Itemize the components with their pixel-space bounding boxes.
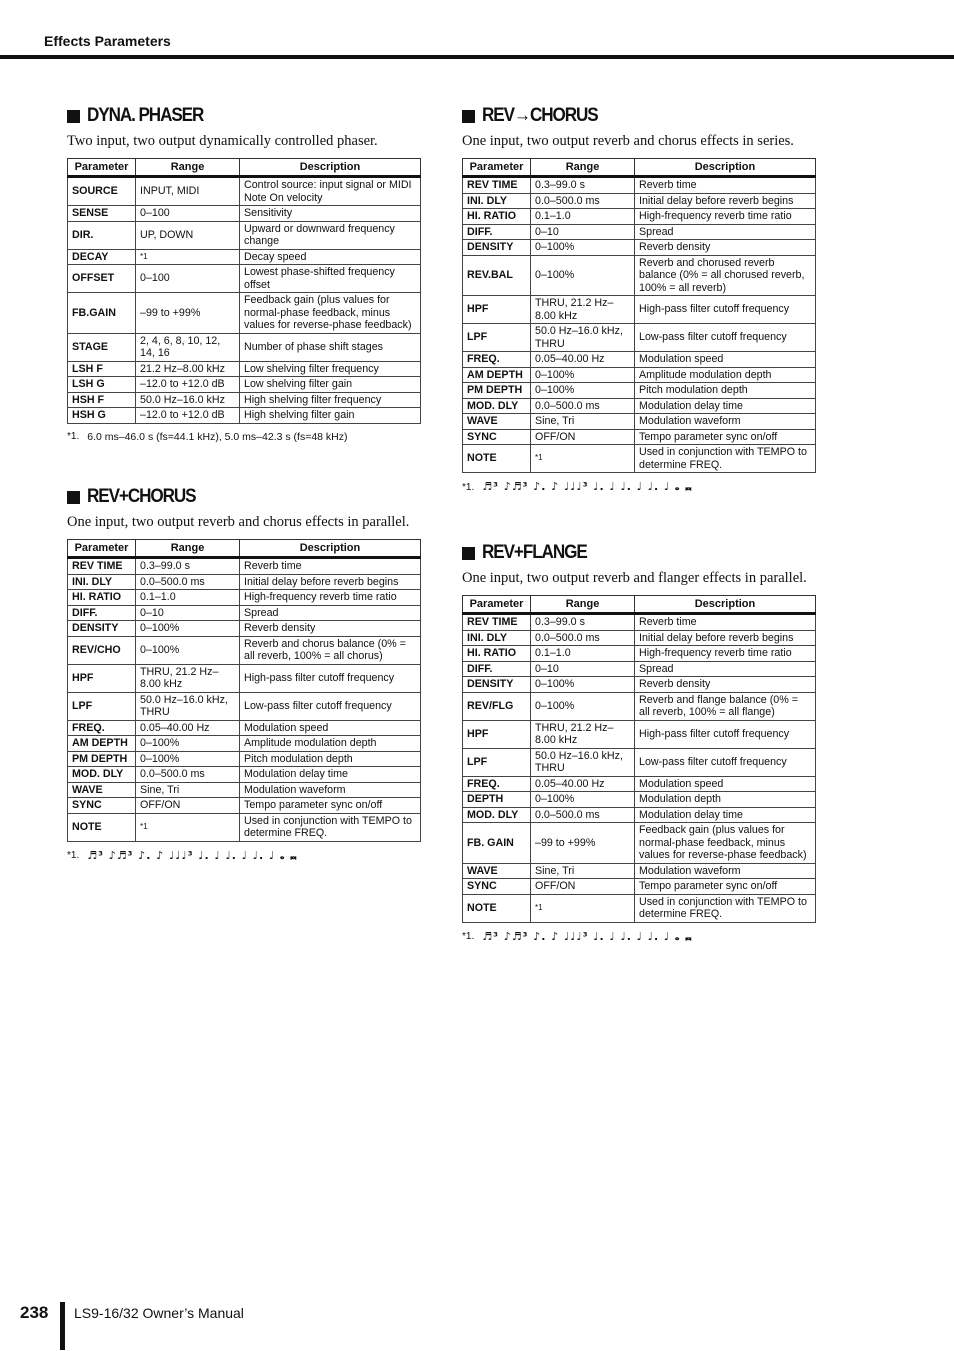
description-cell: Modulation waveform: [240, 782, 421, 798]
description-cell: Pitch modulation depth: [635, 383, 816, 399]
param-cell: LSH F: [68, 361, 136, 377]
description-cell: Spread: [635, 661, 816, 677]
param-cell: SYNC: [463, 879, 531, 895]
param-cell: HI. RATIO: [463, 646, 531, 662]
header-parameter: Parameter: [68, 540, 136, 558]
header-parameter: Parameter: [68, 159, 136, 177]
param-cell: HPF: [463, 296, 531, 324]
param-cell: SYNC: [463, 429, 531, 445]
table-row: [463, 776, 816, 792]
range-cell: *1: [136, 249, 240, 265]
param-cell: HPF: [463, 720, 531, 748]
range-cell: 0–100%: [531, 792, 635, 808]
footnote: *1. ♬³ ♪♬³ ♪. ♪ ♩♩♩³ ♩. ♩ ♩. ♩ ♩. ♩ 𝅝 𝅜: [462, 929, 693, 943]
table-row: [68, 221, 421, 249]
table-row: [463, 429, 816, 445]
range-cell: *1: [136, 813, 240, 841]
table-row: [463, 383, 816, 399]
table-row: [463, 255, 816, 296]
footnote: *1. 6.0 ms–46.0 s (fs=44.1 kHz), 5.0 ms–42.3 s (fs=48 kHz): [67, 430, 348, 443]
range-cell: 0–100%: [531, 677, 635, 693]
range-cell: 0.3–99.0 s: [531, 614, 635, 631]
table-row: [68, 664, 421, 692]
range-cell: 50.0 Hz–16.0 kHz: [136, 392, 240, 408]
param-cell: DEPTH: [463, 792, 531, 808]
description-cell: Tempo parameter sync on/off: [635, 879, 816, 895]
table-row: [68, 736, 421, 752]
header-parameter: Parameter: [463, 159, 531, 177]
table-row: [68, 177, 421, 206]
table-row: [463, 614, 816, 631]
table-row: [463, 661, 816, 677]
param-cell: WAVE: [463, 863, 531, 879]
range-cell: 0–100: [136, 206, 240, 222]
table-row: [463, 445, 816, 473]
table-row: [68, 377, 421, 393]
table-row: [68, 720, 421, 736]
section-title: REV+FLANGE: [462, 541, 816, 565]
range-cell: OFF/ON: [531, 429, 635, 445]
description-cell: Low shelving filter frequency: [240, 361, 421, 377]
range-cell: 0.1–1.0: [531, 646, 635, 662]
range-cell: Sine, Tri: [531, 414, 635, 430]
description-cell: Lowest phase-shifted frequency offset: [240, 265, 421, 293]
description-cell: Low-pass filter cutoff frequency: [240, 692, 421, 720]
table-row: [463, 863, 816, 879]
description-cell: Feedback gain (plus values for normal-phase feedback, minus values for reverse-phase feedback): [635, 823, 816, 864]
table-row: [463, 177, 816, 194]
table-row: [68, 361, 421, 377]
range-cell: Sine, Tri: [531, 863, 635, 879]
param-cell: SOURCE: [68, 177, 136, 206]
description-cell: High-pass filter cutoff frequency: [635, 720, 816, 748]
description-cell: Feedback gain (plus values for normal-phase feedback, minus values for reverse-phase feedback): [240, 293, 421, 334]
description-cell: Pitch modulation depth: [240, 751, 421, 767]
manual-title: LS9-16/32 Owner’s Manual: [74, 1305, 244, 1321]
header-rule: [0, 55, 954, 59]
range-cell: 0–100%: [531, 692, 635, 720]
param-cell: REV/CHO: [68, 636, 136, 664]
header-range: Range: [531, 159, 635, 177]
param-cell: INI. DLY: [463, 193, 531, 209]
range-cell: 0–100%: [531, 240, 635, 256]
section-title: REV→CHORUS: [462, 104, 816, 128]
param-cell: DENSITY: [463, 677, 531, 693]
section-title: REV+CHORUS: [67, 485, 421, 509]
table-row: [68, 782, 421, 798]
description-cell: Initial delay before reverb begins: [240, 574, 421, 590]
footnote: *1. ♬³ ♪♬³ ♪. ♪ ♩♩♩³ ♩. ♩ ♩. ♩ ♩. ♩ 𝅝 𝅜: [67, 848, 298, 862]
description-cell: Modulation speed: [240, 720, 421, 736]
description-cell: Modulation speed: [635, 352, 816, 368]
range-cell: 0–100%: [136, 621, 240, 637]
param-cell: HI. RATIO: [463, 209, 531, 225]
running-header: Effects Parameters: [44, 33, 171, 49]
header-parameter: Parameter: [463, 596, 531, 614]
param-cell: SENSE: [68, 206, 136, 222]
table-row: [463, 692, 816, 720]
footer-bar: [60, 1302, 65, 1350]
param-cell: SYNC: [68, 798, 136, 814]
range-cell: Sine, Tri: [136, 782, 240, 798]
table-row: [68, 798, 421, 814]
range-cell: 50.0 Hz–16.0 kHz, THRU: [136, 692, 240, 720]
param-cell: DIFF.: [463, 224, 531, 240]
param-cell: HI. RATIO: [68, 590, 136, 606]
param-cell: DIFF.: [68, 605, 136, 621]
range-cell: 0–100%: [531, 383, 635, 399]
param-cell: DENSITY: [68, 621, 136, 637]
square-bullet-icon: [462, 110, 475, 123]
description-cell: Modulation delay time: [240, 767, 421, 783]
param-cell: NOTE: [463, 894, 531, 922]
range-cell: 0.0–500.0 ms: [136, 574, 240, 590]
range-cell: 0.3–99.0 s: [531, 177, 635, 194]
param-cell: FREQ.: [463, 776, 531, 792]
description-cell: Reverb time: [635, 177, 816, 194]
table-row: [68, 265, 421, 293]
section-description: Two input, two output dynamically controlled phaser.: [67, 133, 378, 149]
param-cell: AM DEPTH: [463, 367, 531, 383]
param-cell: REV TIME: [68, 558, 136, 575]
param-cell: REV/FLG: [463, 692, 531, 720]
description-cell: Modulation depth: [635, 792, 816, 808]
description-cell: Low shelving filter gain: [240, 377, 421, 393]
param-cell: WAVE: [463, 414, 531, 430]
range-cell: 50.0 Hz–16.0 kHz, THRU: [531, 748, 635, 776]
section-rev-to-chorus: [462, 104, 816, 494]
description-cell: Control source: input signal or MIDI Note On velocity: [240, 177, 421, 206]
description-cell: Low-pass filter cutoff frequency: [635, 324, 816, 352]
parameter-table: [462, 158, 816, 473]
header-description: Description: [240, 159, 421, 177]
param-cell: REV TIME: [463, 177, 531, 194]
range-cell: 50.0 Hz–16.0 kHz, THRU: [531, 324, 635, 352]
table-row: [463, 193, 816, 209]
range-cell: 0.3–99.0 s: [136, 558, 240, 575]
param-cell: LPF: [463, 324, 531, 352]
table-row: [68, 605, 421, 621]
param-cell: MOD. DLY: [463, 398, 531, 414]
square-bullet-icon: [67, 491, 80, 504]
range-cell: THRU, 21.2 Hz–8.00 kHz: [531, 720, 635, 748]
description-cell: Low-pass filter cutoff frequency: [635, 748, 816, 776]
table-row: [68, 333, 421, 361]
description-cell: Modulation waveform: [635, 414, 816, 430]
param-cell: MOD. DLY: [68, 767, 136, 783]
description-cell: Used in conjunction with TEMPO to determine FREQ.: [635, 894, 816, 922]
description-cell: Reverb time: [240, 558, 421, 575]
param-cell: DENSITY: [463, 240, 531, 256]
table-row: [68, 621, 421, 637]
table-row: [463, 894, 816, 922]
table-row: [68, 249, 421, 265]
table-row: [463, 224, 816, 240]
description-cell: Used in conjunction with TEMPO to determine FREQ.: [240, 813, 421, 841]
description-cell: Modulation speed: [635, 776, 816, 792]
param-cell: NOTE: [68, 813, 136, 841]
param-cell: PM DEPTH: [68, 751, 136, 767]
table-row: [463, 398, 816, 414]
range-cell: 0.0–500.0 ms: [531, 398, 635, 414]
table-row: [463, 823, 816, 864]
description-cell: Upward or downward frequency change: [240, 221, 421, 249]
table-row: [68, 574, 421, 590]
header-description: Description: [635, 159, 816, 177]
description-cell: High-frequency reverb time ratio: [635, 646, 816, 662]
section-rev-flange: [462, 541, 816, 944]
square-bullet-icon: [462, 547, 475, 560]
range-cell: 0–100%: [136, 736, 240, 752]
description-cell: Reverb density: [635, 240, 816, 256]
param-cell: FB.GAIN: [68, 293, 136, 334]
square-bullet-icon: [67, 110, 80, 123]
param-cell: INI. DLY: [463, 630, 531, 646]
header-range: Range: [136, 540, 240, 558]
range-cell: 0–10: [531, 224, 635, 240]
section-dyna-phaser: [67, 104, 421, 443]
header-range: Range: [531, 596, 635, 614]
note-values-icon: ♬³ ♪♬³ ♪. ♪ ♩♩♩³ ♩. ♩ ♩. ♩ ♩. ♩ 𝅝 𝅜: [482, 929, 693, 943]
range-cell: 0–100%: [531, 367, 635, 383]
description-cell: Reverb density: [240, 621, 421, 637]
range-cell: 0–100%: [531, 255, 635, 296]
table-row: [463, 630, 816, 646]
table-row: [463, 209, 816, 225]
description-cell: High-pass filter cutoff frequency: [240, 664, 421, 692]
range-cell: 0.05–40.00 Hz: [531, 776, 635, 792]
param-cell: DECAY: [68, 249, 136, 265]
range-cell: 21.2 Hz–8.00 kHz: [136, 361, 240, 377]
range-cell: OFF/ON: [531, 879, 635, 895]
table-row: [463, 807, 816, 823]
range-cell: *1: [531, 445, 635, 473]
range-cell: UP, DOWN: [136, 221, 240, 249]
description-cell: Reverb time: [635, 614, 816, 631]
param-cell: HPF: [68, 664, 136, 692]
table-row: [463, 296, 816, 324]
description-cell: High-frequency reverb time ratio: [240, 590, 421, 606]
header-description: Description: [635, 596, 816, 614]
param-cell: DIFF.: [463, 661, 531, 677]
param-cell: FB. GAIN: [463, 823, 531, 864]
description-cell: Amplitude modulation depth: [635, 367, 816, 383]
range-cell: 0.1–1.0: [531, 209, 635, 225]
table-row: [68, 767, 421, 783]
description-cell: Modulation delay time: [635, 398, 816, 414]
parameter-table: [462, 595, 816, 923]
table-row: [463, 367, 816, 383]
range-cell: 0–100%: [136, 636, 240, 664]
param-cell: INI. DLY: [68, 574, 136, 590]
description-cell: Reverb and chorus balance (0% = all reverb, 100% = all chorus): [240, 636, 421, 664]
section-rev-chorus: [67, 485, 421, 863]
range-cell: –99 to +99%: [136, 293, 240, 334]
param-cell: HSH F: [68, 392, 136, 408]
range-cell: 0.05–40.00 Hz: [136, 720, 240, 736]
table-row: [463, 792, 816, 808]
param-cell: MOD. DLY: [463, 807, 531, 823]
param-cell: AM DEPTH: [68, 736, 136, 752]
param-cell: DIR.: [68, 221, 136, 249]
table-row: [68, 206, 421, 222]
table-row: [463, 720, 816, 748]
param-cell: WAVE: [68, 782, 136, 798]
param-cell: FREQ.: [68, 720, 136, 736]
table-row: [463, 240, 816, 256]
table-row: [463, 646, 816, 662]
description-cell: Reverb density: [635, 677, 816, 693]
description-cell: Modulation delay time: [635, 807, 816, 823]
table-row: [463, 352, 816, 368]
param-cell: NOTE: [463, 445, 531, 473]
range-cell: 0.1–1.0: [136, 590, 240, 606]
table-row: [68, 692, 421, 720]
range-cell: THRU, 21.2 Hz–8.00 kHz: [531, 296, 635, 324]
parameter-table: [67, 539, 421, 842]
description-cell: Reverb and chorused reverb balance (0% = all chorused reverb, 100% = all reverb): [635, 255, 816, 296]
table-row: [68, 751, 421, 767]
param-cell: LPF: [463, 748, 531, 776]
param-cell: HSH G: [68, 408, 136, 424]
param-cell: STAGE: [68, 333, 136, 361]
table-row: [463, 748, 816, 776]
range-cell: 0.0–500.0 ms: [531, 630, 635, 646]
param-cell: LPF: [68, 692, 136, 720]
description-cell: High-frequency reverb time ratio: [635, 209, 816, 225]
range-cell: 0.0–500.0 ms: [531, 807, 635, 823]
range-cell: 0–100%: [136, 751, 240, 767]
description-cell: Spread: [635, 224, 816, 240]
range-cell: 2, 4, 6, 8, 10, 12, 14, 16: [136, 333, 240, 361]
description-cell: Number of phase shift stages: [240, 333, 421, 361]
range-cell: 0.05–40.00 Hz: [531, 352, 635, 368]
table-row: [68, 408, 421, 424]
table-row: [68, 590, 421, 606]
range-cell: INPUT, MIDI: [136, 177, 240, 206]
description-cell: Tempo parameter sync on/off: [635, 429, 816, 445]
table-row: [68, 558, 421, 575]
header-description: Description: [240, 540, 421, 558]
table-row: [463, 324, 816, 352]
note-values-icon: ♬³ ♪♬³ ♪. ♪ ♩♩♩³ ♩. ♩ ♩. ♩ ♩. ♩ 𝅝 𝅜: [87, 848, 298, 862]
description-cell: Sensitivity: [240, 206, 421, 222]
param-cell: FREQ.: [463, 352, 531, 368]
section-description: One input, two output reverb and flanger effects in parallel.: [462, 570, 807, 586]
page-number: 238: [20, 1303, 49, 1322]
description-cell: High shelving filter frequency: [240, 392, 421, 408]
description-cell: Modulation waveform: [635, 863, 816, 879]
footnote: *1. ♬³ ♪♬³ ♪. ♪ ♩♩♩³ ♩. ♩ ♩. ♩ ♩. ♩ 𝅝 𝅜: [462, 480, 693, 493]
description-cell: High shelving filter gain: [240, 408, 421, 424]
parameter-table: [67, 158, 421, 424]
range-cell: *1: [531, 894, 635, 922]
table-row: [463, 677, 816, 693]
range-cell: 0.0–500.0 ms: [531, 193, 635, 209]
section-title: DYNA. PHASER: [67, 104, 421, 128]
description-cell: Decay speed: [240, 249, 421, 265]
description-cell: Spread: [240, 605, 421, 621]
param-cell: REV TIME: [463, 614, 531, 631]
param-cell: OFFSET: [68, 265, 136, 293]
range-cell: OFF/ON: [136, 798, 240, 814]
description-cell: Initial delay before reverb begins: [635, 193, 816, 209]
section-description: One input, two output reverb and chorus effects in parallel.: [67, 514, 410, 530]
note-values-icon: ♬³ ♪♬³ ♪. ♪ ♩♩♩³ ♩. ♩ ♩. ♩ ♩. ♩ 𝅝 𝅜: [482, 480, 693, 493]
description-cell: Used in conjunction with TEMPO to determine FREQ.: [635, 445, 816, 473]
param-cell: LSH G: [68, 377, 136, 393]
range-cell: 0–10: [531, 661, 635, 677]
range-cell: –12.0 to +12.0 dB: [136, 377, 240, 393]
table-row: [68, 813, 421, 841]
description-cell: High-pass filter cutoff frequency: [635, 296, 816, 324]
section-description: One input, two output reverb and chorus effects in series.: [462, 133, 794, 149]
param-cell: REV.BAL: [463, 255, 531, 296]
range-cell: –99 to +99%: [531, 823, 635, 864]
description-cell: Tempo parameter sync on/off: [240, 798, 421, 814]
range-cell: 0–100: [136, 265, 240, 293]
param-cell: PM DEPTH: [463, 383, 531, 399]
table-row: [68, 293, 421, 334]
description-cell: Reverb and flange balance (0% = all reverb, 100% = all flange): [635, 692, 816, 720]
description-cell: Initial delay before reverb begins: [635, 630, 816, 646]
description-cell: Amplitude modulation depth: [240, 736, 421, 752]
table-row: [68, 636, 421, 664]
range-cell: THRU, 21.2 Hz–8.00 kHz: [136, 664, 240, 692]
range-cell: 0.0–500.0 ms: [136, 767, 240, 783]
table-row: [463, 414, 816, 430]
range-cell: –12.0 to +12.0 dB: [136, 408, 240, 424]
table-row: [68, 392, 421, 408]
table-row: [463, 879, 816, 895]
header-range: Range: [136, 159, 240, 177]
range-cell: 0–10: [136, 605, 240, 621]
